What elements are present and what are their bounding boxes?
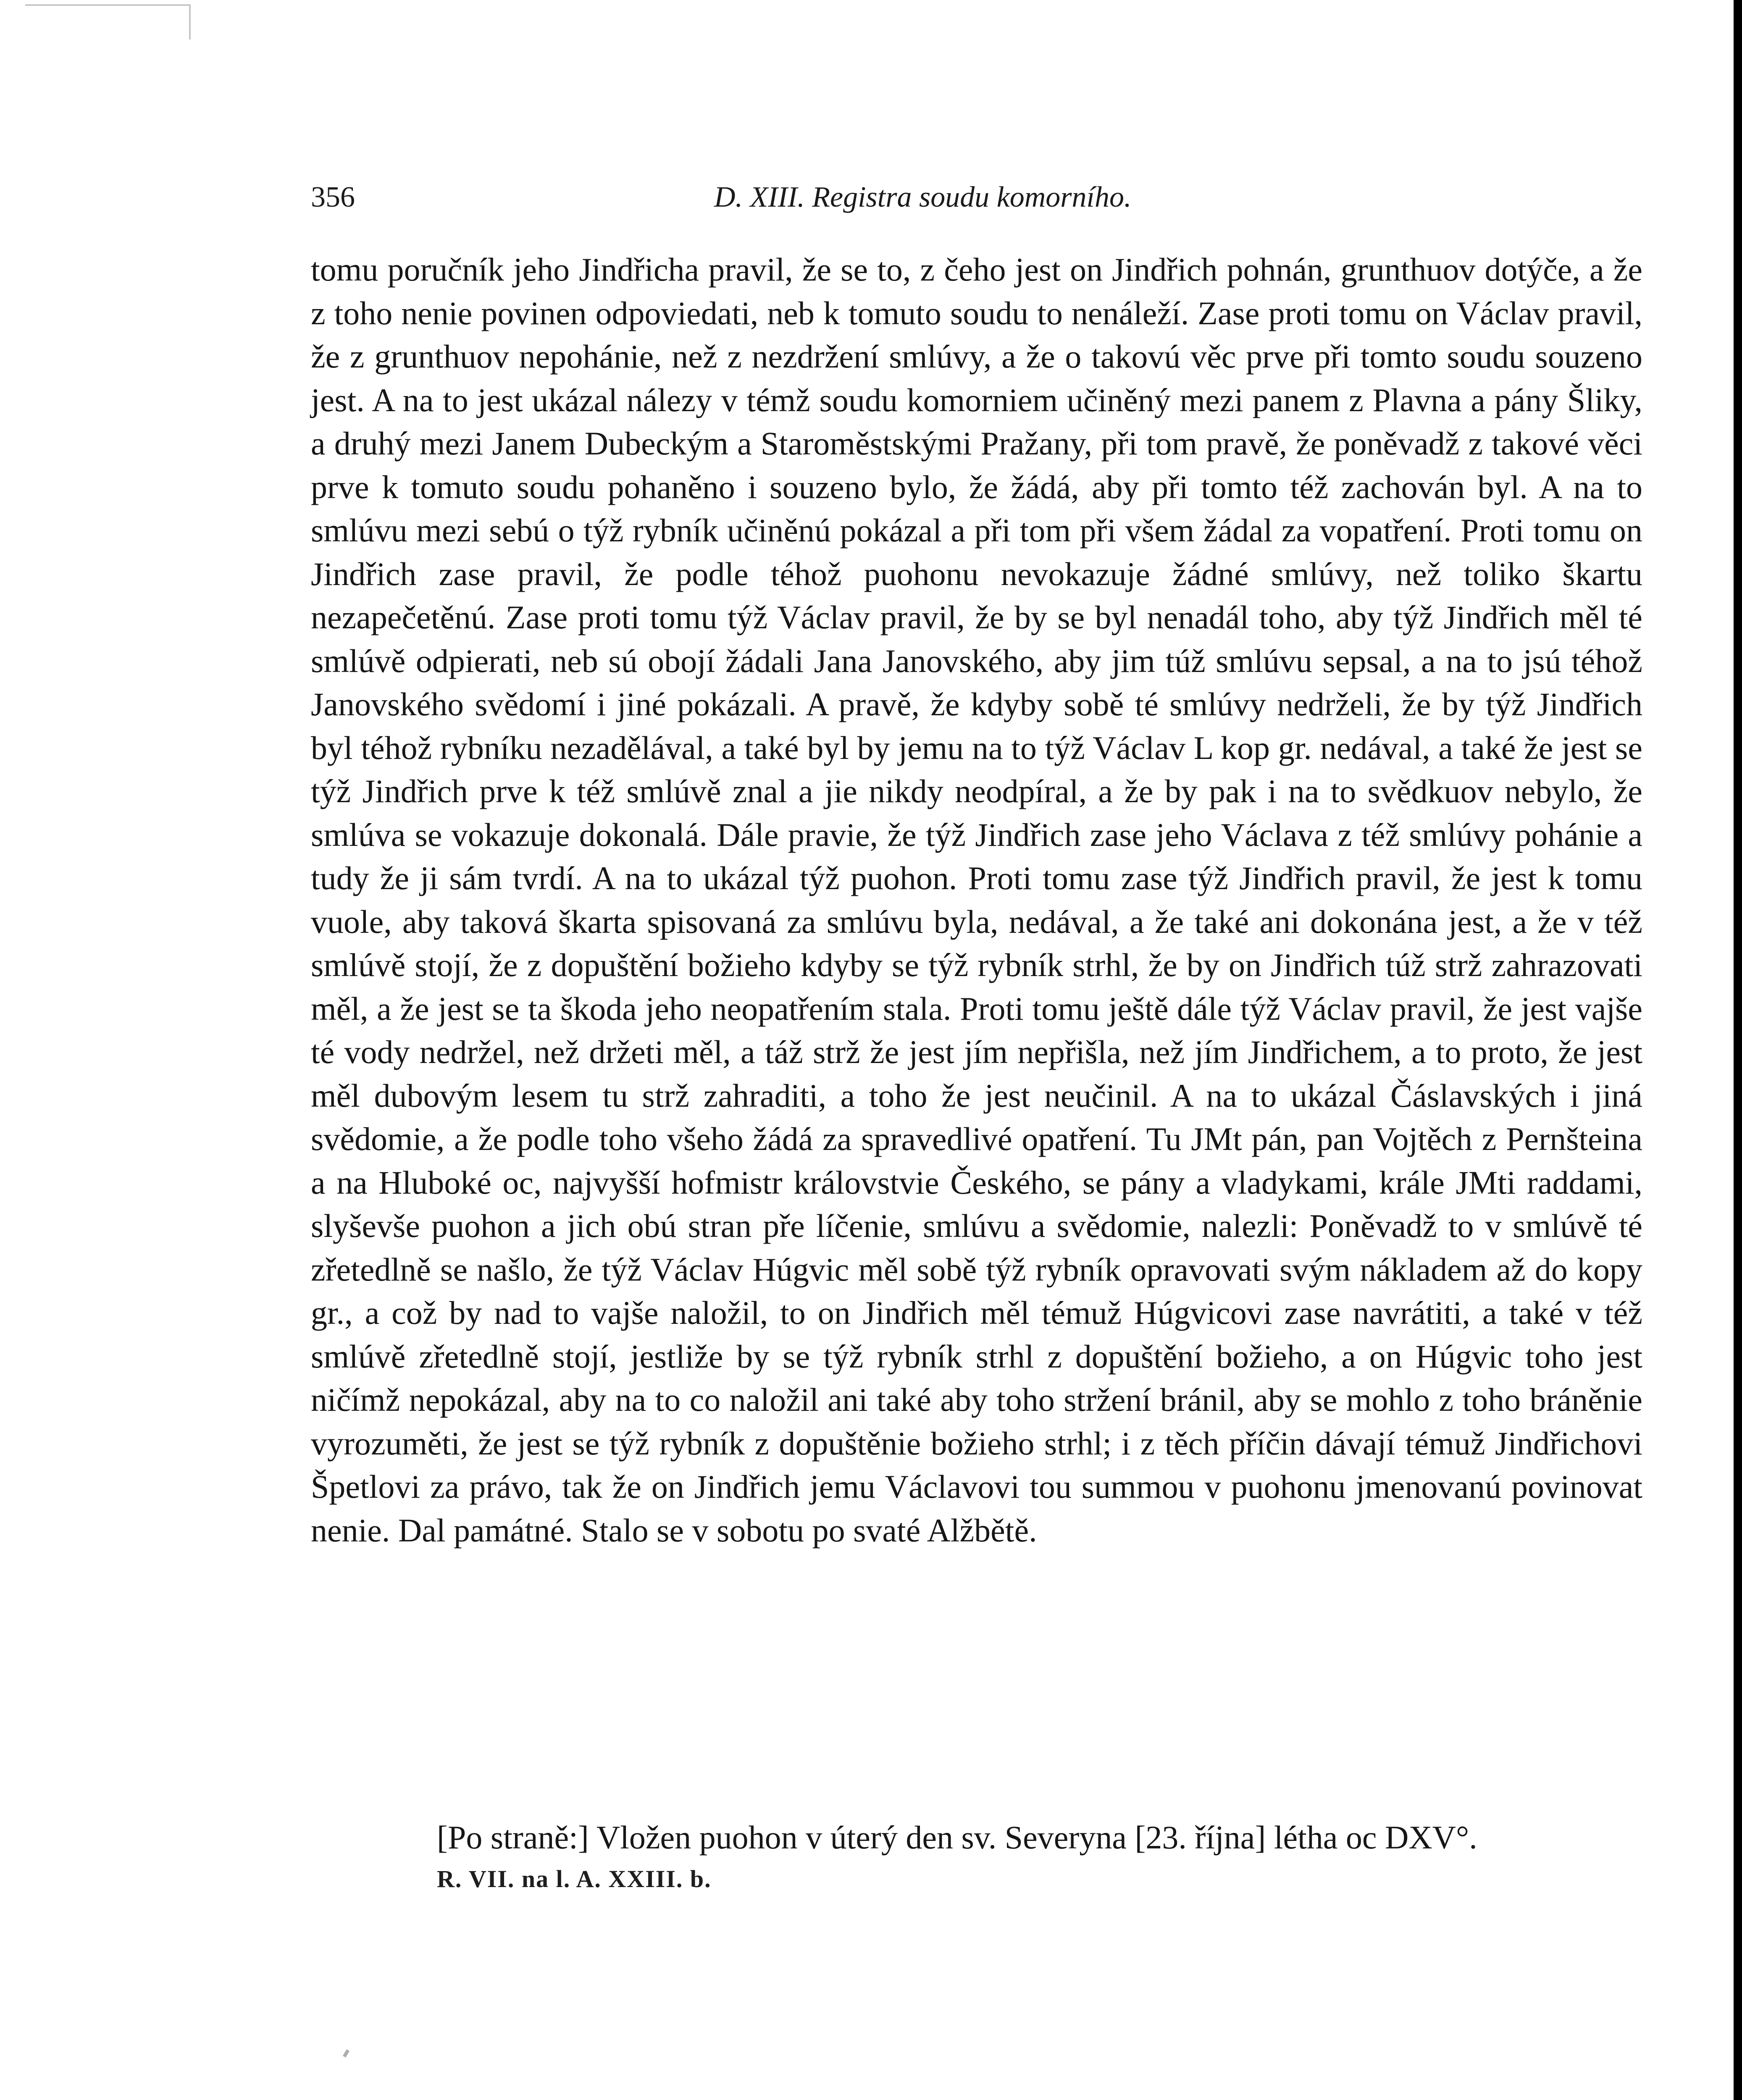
register-reference: R. VII. na l. A. XXIII. b. [437,1865,712,1893]
margin-note: [Po straně:] Vložen puohon v úterý den sv. Severyna [23. října] létha oc DXV°. [437,1819,1477,1856]
body-paragraph: tomu poručník jeho Jindřicha pravil, že se to, z čeho jest on Jindřich pohnán, grunthuov dotýče, a že z toho nenie povinen odpoviedati, neb k tomuto soudu to nenáleží. Zase proti tomu on Václav pravil, že z grunthuov nepohánie, než z nezdržení smlúvy, a že o takovú věc prve při tomto soudu souzeno jest. A na to jest ukázal nálezy v témž soudu komorniem učiněný mezi panem z Plavna a pány Šliky, a druhý mezi Janem Dubeckým a Staroměstskými Pražany, při tom pravě, že poněvadž z takové věci prve k tomuto soudu pohaněno i souzeno bylo, že žádá, aby při tomto též zachován byl. A na to smlúvu mezi sebú o týž rybník učiněnú pokázal a při tom při všem žádal za vopatření. Proti tomu on Jindřich zase pravil, že podle téhož puohonu nevokazuje žádné smlúvy, než toliko škartu nezapečetěnú. Zase proti tomu týž Václav pravil, že by se byl nenadál toho, aby týž Jindřich měl té smlúvě odpierati, neb sú obojí žádali Jana Janovského, aby jim túž smlúvu sepsal, a na to jsú téhož Janovského svědomí i jiné pokázali. A pravě, že kdyby sobě té smlúvy nedrželi, že by týž Jindřich byl téhož rybníku nezadělával, a také byl by jemu na to týž Václav L kop gr. nedával, a také že jest se týž Jindřich prve k též smlúvě znal a jie nikdy neodpíral, a že by pak i na to svědkuov nebylo, že smlúva se vokazuje dokonalá. Dále pravie, že týž Jindřich zase jeho Václava z též smlúvy pohánie a tudy že ji sám tvrdí. A na to ukázal týž puohon. Proti tomu zase týž Jindřich pravil, že jest k tomu vuole, aby taková škarta spisovaná za smlúvu byla, nedával, a že také ani dokonána jest, a že v též smlúvě stojí, že z dopuštění božieho kdyby se týž rybník strhl, že by on Jindřich túž strž zahrazovati měl, a že jest se ta škoda jeho neopatřením stala. Proti tomu ještě dále týž Václav pravil, že jest vajše té vody nedržel, než držeti měl, a táž strž že jest jím nepřišla, než jím Jindřichem, a to proto, že jest měl dubovým lesem tu strž zahraditi, a toho že jest neučinil. A na to ukázal Čáslavských i jiná svědomie, a že podle toho všeho žádá za spravedlivé opatření. Tu JMt pán, pan Vojtěch z Pernšteina a na Hluboké oc, najvyšší hofmistr královstvie Českého, se pány a vladykami, krále JMti raddami, slyševše puohon a jich obú stran pře líčenie, smlúvu a svědomie, nalezli: Poněvadž to v smlúvě té zřetedlně se našlo, že týž Václav Húgvic měl sobě týž rybník opravovati svým nákladem až do kopy gr., a což by nad to vajše naložil, to on Jindřich měl témuž Húgvicovi zase navrátiti, a také v též smlúvě zřetedlně stojí, jestliže by se týž rybník strhl z dopuštění božieho, a on Húgvic toho jest ničímž nepokázal, aby na to co naložil ani také aby toho stržení bránil, aby se mohlo z toho bráněnie vyrozuměti, že jest se týž rybník z dopuštěnie božieho strhl; i z těch příčin dávají témuž Jindřichovi Špetlovi za právo, tak že on Jindřich jemu Václavovi tou summou v puohonu jmenovanú povinovat nenie. Dal památné. Stalo se v sobotu po svaté Alžbětě. [311,251,1642,1549]
scan-edge-border [1734,0,1742,2100]
scan-speck [343,2049,349,2058]
running-title: D. XIII. Registra soudu komorního. [714,181,1132,213]
scan-corner-mark [25,4,191,39]
page-number: 356 [311,181,355,213]
page-header [311,181,1642,227]
main-text [311,248,1642,1552]
